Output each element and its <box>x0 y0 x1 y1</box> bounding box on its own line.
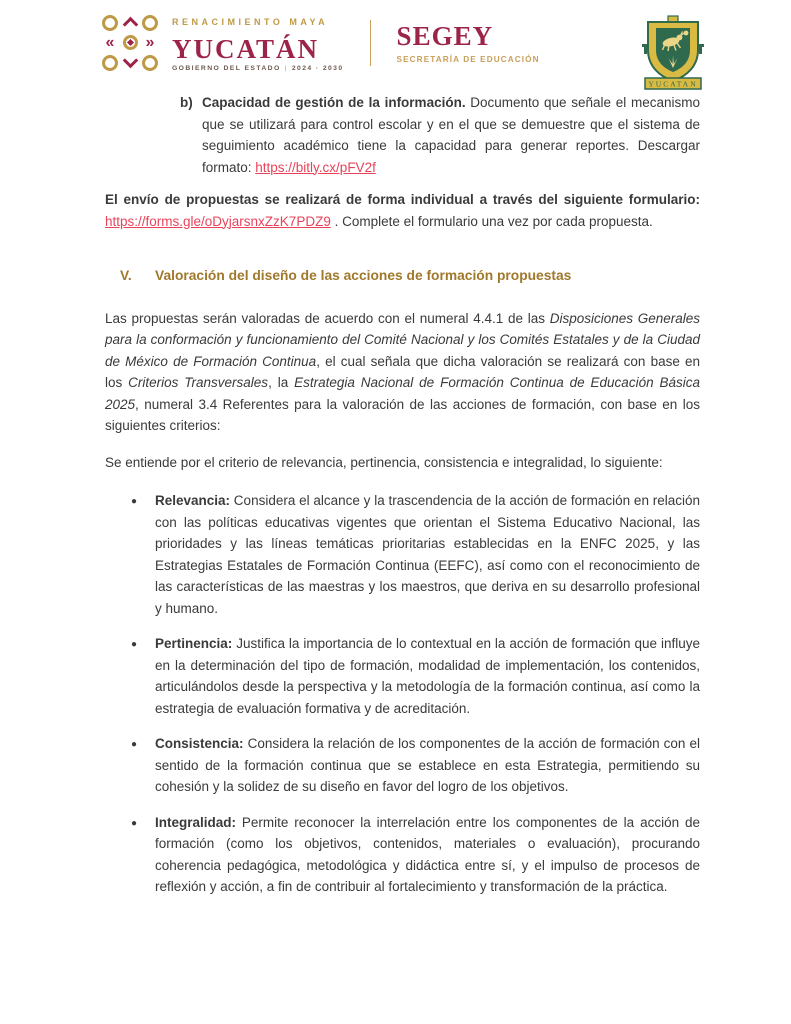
header-divider <box>370 20 371 66</box>
cited-title: Criterios Transversales <box>128 375 269 390</box>
chevron-up-icon <box>122 17 138 33</box>
bullet-dot-icon: ● <box>131 639 138 650</box>
bullet-dot-icon: ● <box>131 817 138 829</box>
intro-text: , el cual señala que dicha valoración se realizará con base en los <box>105 353 701 390</box>
gov-years: 2024 · 2030 <box>291 64 344 72</box>
intro-text: Las propuestas serán valoradas de acuerdo con el numeral 4.4.1 de las <box>105 310 550 326</box>
chevron-left-icon: « <box>105 33 115 51</box>
logo-ring-icon <box>142 15 158 31</box>
cited-title: Estrategia Nacional de Formación Continua de Educación Básica 2025 <box>105 375 700 412</box>
bullet-consistencia <box>105 733 700 798</box>
document-content <box>0 86 791 898</box>
item-b-title: Capacidad de gestión de la información. <box>202 95 466 110</box>
bullet-dot-icon: ● <box>131 739 138 750</box>
bitly-link[interactable]: https://bitly.cx/pFV2f <box>255 159 376 175</box>
logo-center-icon <box>123 35 138 50</box>
agency-brand <box>397 15 540 71</box>
submission-paragraph <box>105 189 700 232</box>
brand-text <box>172 12 344 74</box>
logo-ring-icon <box>142 55 158 71</box>
list-marker: b) <box>180 95 193 110</box>
criterion-text: Considera la relación de los componentes de la acción de formación con el sentido de la formación continua que se establece en esta Estrategia, permitiendo su cohesión y la solidez de su diseño en favor del logro de los objetivos. <box>155 736 700 794</box>
yucatan-crest <box>641 14 705 97</box>
section-title: Valoración del diseño de las acciones de formación propuestas <box>155 268 572 283</box>
section-heading <box>105 265 700 287</box>
criteria-intro: Se entiende por el criterio de relevancia, pertinencia, consistencia e integralidad, lo siguiente: <box>105 454 663 470</box>
shield-icon <box>641 14 705 90</box>
criterion-term: Relevancia: <box>155 493 231 508</box>
yucatan-logo-icon <box>100 13 160 73</box>
government-brand <box>100 12 540 74</box>
criterion-text: Permite reconocer la interrelación entre los componentes de la acción de formación (como los objetivos, contenidos, materiales o evaluación), procurando coherencia pedagógica, metodológica y didáctica entre sí, y el impulso de procesos de reflexión y acción, a fin de contribuir al fortalecimiento y transformación de la práctica. <box>155 814 700 894</box>
logo-ring-icon <box>102 15 118 31</box>
brand-tagline: RENACIMIENTO MAYA <box>172 17 329 27</box>
criterion-term: Pertinencia: <box>155 636 233 651</box>
intro-text: , numeral 3.4 Referentes para la valoración de las acciones de formación, con base en los siguientes criterios: <box>105 396 700 433</box>
item-b-body: Documento que señale el mecanismo que se utilizará para control escolar y en el que se demuestre que el sistema de seguimiento académico tiene la capacidad para generar reportes. Descargar formato: <box>202 95 700 175</box>
forms-link[interactable]: https://forms.gle/oDyjarsnxZzK7PDZ9 <box>105 213 331 229</box>
criterion-text: Considera el alcance y la trascendencia de la acción de formación en relación con las políticas educativas vigentes que orientan el Sistema Educativo Nacional, las prioridades y las líneas temáticas prioritarias establecidas en la ENFC 2025, y las Estrategias Estatales de Formación Continua (EEFC), así como con el reconocimiento de las características de las maestras y los maestros, que deriva en su desarrollo profesional y humano. <box>155 493 700 616</box>
agency-acronym: SEGEY <box>396 21 494 51</box>
intro-paragraph <box>105 308 700 437</box>
bullet-integralidad <box>105 812 700 898</box>
bullet-pertinencia <box>105 633 700 719</box>
submission-tail: . Complete el formulario una vez por cada propuesta. <box>330 213 653 229</box>
criterion-term: Integralidad: <box>155 814 237 830</box>
cited-title: Disposiciones Generales para la conformación y funcionamiento del Comité Nacional y los Comités Estatales y de la Ciudad de México de Formación Continua <box>105 310 700 369</box>
submission-lead: El envío de propuestas se realizará de forma individual a través del siguiente formulario: <box>105 192 700 207</box>
agency-name: SECRETARÍA DE EDUCACIÓN <box>396 55 540 64</box>
logo-ring-icon <box>102 55 118 71</box>
section-number: V. <box>120 268 132 283</box>
page-header <box>0 0 791 89</box>
brand-government-line <box>172 64 344 74</box>
gov-separator: | <box>284 64 288 72</box>
chevron-right-icon: » <box>145 33 155 51</box>
criterion-term: Consistencia: <box>155 736 244 751</box>
list-item-b <box>105 92 700 178</box>
brand-name: YUCATÁN <box>172 33 319 64</box>
crest-label: YUCATAN <box>648 79 698 89</box>
chevron-down-icon <box>122 53 138 69</box>
bullet-dot-icon: ● <box>131 496 138 507</box>
bullet-relevancia <box>105 490 700 619</box>
criterion-text: Justifica la importancia de lo contextual en la acción de formación que influye en la determinación del tipo de formación, modalidad de implementación, los contenidos, articulándolos desde la perspectiva y la metodología de la formación continua, así como la estrategia de evaluación formativa y de acreditación. <box>155 636 700 716</box>
gov-label: GOBIERNO DEL ESTADO <box>172 64 281 72</box>
intro-text: , la <box>268 375 295 390</box>
